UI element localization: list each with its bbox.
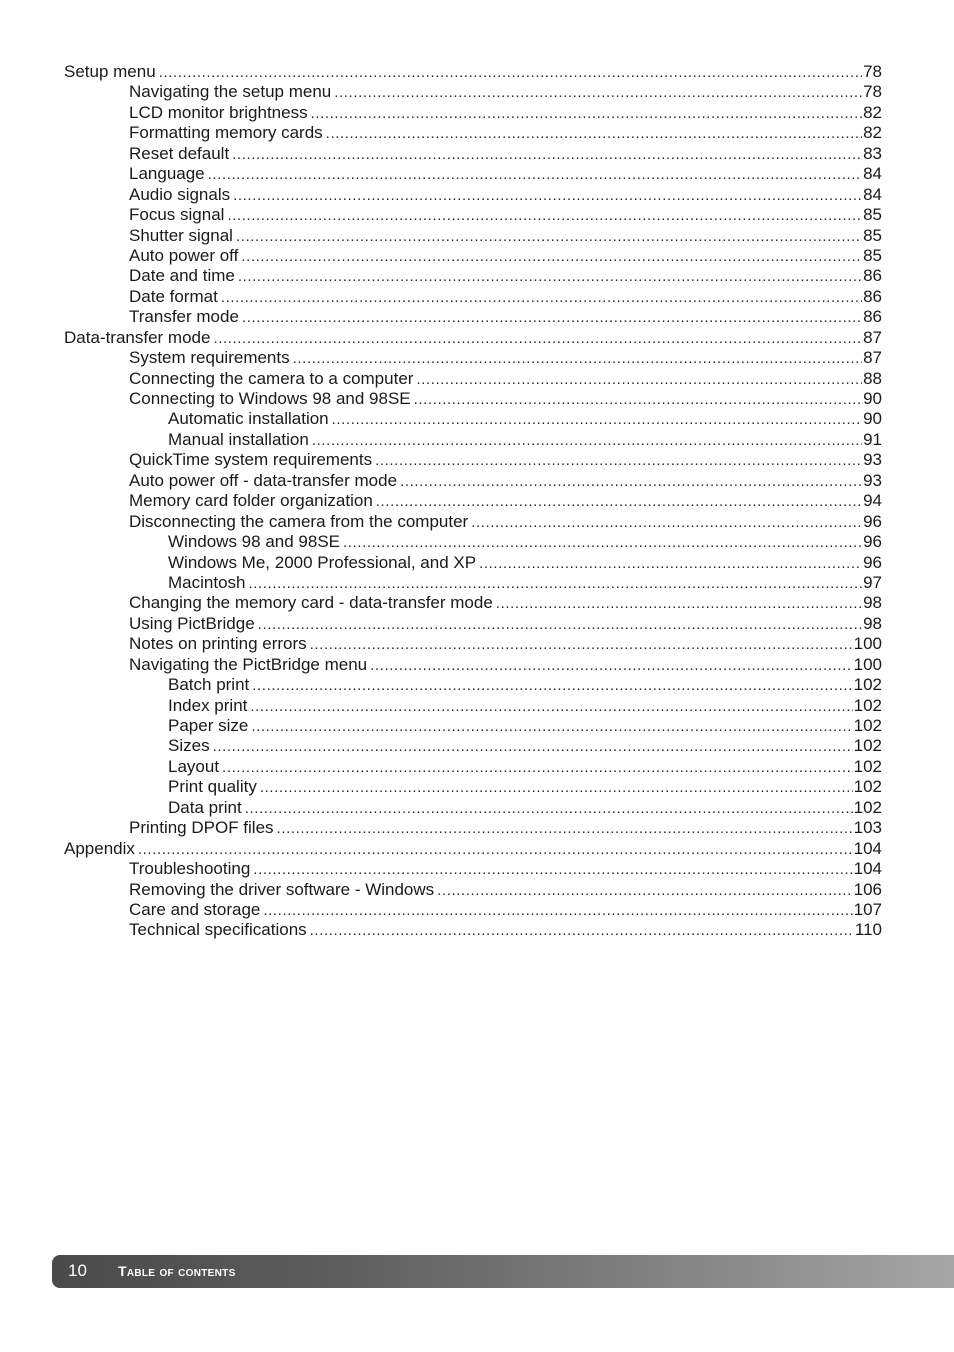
dot-leader: [375, 451, 862, 470]
toc-entry-title: Setup menu: [64, 62, 156, 81]
toc-entry-page: 90: [863, 409, 882, 429]
toc-entry[interactable]: [64, 839, 882, 859]
dot-leader: [332, 410, 862, 429]
toc-entry-page: 84: [863, 164, 882, 184]
toc-entry-title: Navigating the setup menu: [129, 82, 332, 102]
toc-entry-page: 85: [863, 245, 882, 265]
toc-entry[interactable]: [64, 185, 882, 205]
toc-entry-page: 88: [863, 368, 882, 388]
toc-entry-title: Using PictBridge: [129, 613, 255, 633]
toc-entry-page: 110: [854, 920, 882, 940]
toc-entry[interactable]: [64, 859, 882, 879]
dot-leader: [258, 615, 862, 634]
toc-entry-page: 87: [863, 348, 882, 368]
dot-leader: [376, 492, 862, 511]
toc-entry-page: 96: [863, 511, 882, 531]
toc-entry-title: Date and time: [129, 266, 235, 286]
toc-entry-page: 98: [863, 593, 882, 613]
dot-leader: [471, 513, 862, 532]
toc-entry-page: 85: [863, 225, 882, 245]
toc-entry-page: 102: [853, 797, 882, 817]
dot-leader: [293, 349, 862, 368]
toc-entry[interactable]: [64, 491, 882, 511]
toc-entry-page: 100: [853, 634, 882, 654]
toc-entry-title: Formatting memory cards: [129, 123, 323, 143]
toc-entry[interactable]: [64, 328, 882, 348]
toc-entry[interactable]: [64, 880, 882, 900]
toc-entry-title: LCD monitor brightness: [129, 102, 308, 122]
dot-leader: [250, 697, 852, 716]
toc-entry-page: 78: [863, 82, 882, 102]
toc-entry-page: 104: [853, 859, 882, 879]
toc-entry[interactable]: [64, 144, 882, 164]
toc-entry-page: 102: [853, 777, 882, 797]
toc-entry[interactable]: [64, 287, 882, 307]
toc-entry-page: 104: [853, 838, 882, 858]
toc-entry[interactable]: [64, 818, 882, 838]
dot-leader: [310, 921, 854, 940]
toc-entry-title: Print quality: [168, 777, 257, 797]
dot-leader: [248, 574, 862, 593]
toc-entry-title: Connecting the camera to a computer: [129, 368, 414, 388]
toc-entry[interactable]: [64, 389, 882, 409]
dot-leader: [252, 676, 852, 695]
toc-entry-title: Transfer mode: [129, 307, 239, 327]
toc-entry-page: 102: [853, 756, 882, 776]
dot-leader: [334, 83, 862, 102]
toc-entry-title: Changing the memory card - data-transfer mode: [129, 593, 493, 613]
toc-entry-page: 93: [863, 450, 882, 470]
toc-entry[interactable]: [64, 62, 882, 82]
dot-leader: [221, 288, 862, 307]
dot-leader: [213, 329, 862, 348]
toc-entry[interactable]: [64, 450, 882, 470]
toc-entry-page: 85: [863, 205, 882, 225]
dot-leader: [310, 635, 853, 654]
toc-entry-title: Auto power off: [129, 245, 239, 265]
toc-entry-title: QuickTime system requirements: [129, 450, 373, 470]
toc-entry[interactable]: [64, 634, 882, 654]
dot-leader: [277, 819, 853, 838]
dot-leader: [245, 799, 853, 818]
toc-entry[interactable]: [64, 777, 882, 797]
toc-entry-title: Appendix: [64, 838, 135, 858]
toc-entry[interactable]: [64, 716, 882, 736]
dot-leader: [263, 901, 852, 920]
toc-entry[interactable]: [64, 103, 882, 123]
page-number: 10: [68, 1261, 87, 1280]
toc-entry-title: Date format: [129, 286, 218, 306]
dot-leader: [159, 63, 862, 82]
dot-leader: [414, 390, 862, 409]
toc-entry-page: 90: [863, 389, 882, 408]
toc-entry-title: Windows 98 and 98SE: [168, 532, 340, 552]
dot-leader: [370, 656, 852, 675]
toc-entry[interactable]: [64, 307, 882, 327]
dot-leader: [138, 840, 853, 859]
toc-entry[interactable]: [64, 123, 882, 143]
toc-entry-page: 93: [863, 470, 882, 490]
dot-leader: [236, 227, 862, 246]
toc-entry-page: 100: [853, 654, 882, 674]
toc-entry-title: Macintosh: [168, 572, 246, 592]
toc-entry[interactable]: [64, 164, 882, 184]
toc-entry-title: Memory card folder organization: [129, 491, 373, 511]
dot-leader: [496, 594, 862, 613]
toc-entry-page: 103: [853, 818, 882, 838]
toc-entry[interactable]: [64, 614, 882, 634]
toc-entry[interactable]: [64, 226, 882, 246]
section-title: Table of contents: [118, 1263, 236, 1279]
toc-entry-title: Connecting to Windows 98 and 98SE: [129, 389, 411, 408]
toc-entry-page: 106: [853, 879, 882, 899]
footer-band: [52, 1255, 954, 1288]
toc-entry-title: Notes on printing errors: [129, 634, 307, 654]
dot-leader: [251, 717, 852, 736]
dot-leader: [238, 267, 862, 286]
toc-entry[interactable]: [64, 348, 882, 368]
toc-entry-title: Data print: [168, 797, 242, 817]
toc-entry[interactable]: [64, 798, 882, 818]
toc-entry-title: Printing DPOF files: [129, 818, 274, 838]
toc-entry-title: Auto power off - data-transfer mode: [129, 470, 398, 490]
toc-entry[interactable]: [64, 696, 882, 716]
dot-leader: [208, 165, 862, 184]
dot-leader: [260, 778, 853, 797]
toc-entry[interactable]: [64, 82, 882, 102]
dot-leader: [479, 554, 862, 573]
toc-entry-page: 78: [863, 62, 882, 81]
dot-leader: [312, 431, 862, 450]
toc-entry[interactable]: [64, 369, 882, 389]
toc-entry-page: 102: [853, 716, 882, 735]
toc-entry-page: 97: [863, 572, 882, 592]
dot-leader: [416, 370, 862, 389]
toc-entry-title: Windows Me, 2000 Professional, and XP: [168, 552, 477, 572]
toc-entry[interactable]: [64, 430, 882, 450]
toc-entry-page: 102: [853, 695, 882, 715]
toc-entry-title: Data-transfer mode: [64, 327, 211, 347]
toc-entry[interactable]: [64, 512, 882, 532]
toc-entry-page: 96: [863, 552, 882, 572]
toc-entry-title: Shutter signal: [129, 225, 233, 245]
toc-entry-title: Layout: [168, 756, 220, 776]
toc-entry-title: Language: [129, 164, 205, 184]
toc-entry-title: Focus signal: [129, 205, 225, 225]
toc-entry-page: 83: [863, 143, 882, 163]
toc-entry-page: 86: [863, 307, 882, 327]
toc-entry-title: Paper size: [168, 716, 249, 735]
dot-leader: [227, 206, 862, 225]
toc-entry-page: 82: [863, 123, 882, 143]
toc-entry-page: 98: [863, 613, 882, 633]
toc-entry[interactable]: [64, 471, 882, 491]
toc-entry-title: Troubleshooting: [129, 859, 251, 879]
toc-entry-page: 94: [863, 491, 882, 511]
toc-entry[interactable]: [64, 246, 882, 266]
toc-entry-page: 107: [853, 899, 882, 919]
toc-entry[interactable]: [64, 593, 882, 613]
dot-leader: [437, 881, 852, 900]
toc-entry-page: 91: [863, 429, 882, 449]
toc-entry-title: Disconnecting the camera from the computer: [129, 511, 469, 531]
dot-leader: [400, 472, 862, 491]
toc-entry[interactable]: [64, 757, 882, 777]
dot-leader: [253, 860, 852, 879]
toc-entry[interactable]: [64, 553, 882, 573]
dot-leader: [242, 308, 862, 327]
toc-entry[interactable]: [64, 532, 882, 552]
dot-leader: [222, 758, 853, 777]
toc-entry-page: 86: [863, 266, 882, 286]
toc-entry-title: Manual installation: [168, 429, 309, 449]
toc-entry-page: 86: [863, 286, 882, 306]
toc-entry[interactable]: [64, 266, 882, 286]
dot-leader: [326, 124, 862, 143]
toc-entry-title: Index print: [168, 695, 248, 715]
table-of-contents: [64, 62, 882, 941]
toc-entry-page: 84: [863, 184, 882, 204]
toc-entry-title: Reset default: [129, 143, 230, 163]
toc-entry-title: System requirements: [129, 348, 290, 368]
toc-entry-page: 82: [863, 102, 882, 122]
dot-leader: [233, 186, 862, 205]
toc-entry-title: Removing the driver software - Windows: [129, 879, 435, 899]
toc-entry-page: 96: [863, 532, 882, 552]
toc-entry-page: 102: [853, 736, 882, 756]
toc-entry[interactable]: [64, 205, 882, 225]
toc-entry-title: Batch print: [168, 675, 250, 695]
toc-entry[interactable]: [64, 675, 882, 695]
toc-entry-title: Automatic installation: [168, 409, 329, 429]
toc-entry-title: Care and storage: [129, 899, 261, 919]
dot-leader: [241, 247, 862, 266]
toc-entry-page: 102: [853, 675, 882, 695]
toc-entry[interactable]: [64, 655, 882, 675]
toc-entry-title: Audio signals: [129, 184, 231, 204]
toc-entry-title: Navigating the PictBridge menu: [129, 654, 368, 674]
toc-entry[interactable]: [64, 409, 882, 429]
dot-leader: [232, 145, 862, 164]
dot-leader: [343, 533, 862, 552]
toc-entry-page: 87: [863, 327, 882, 347]
toc-entry[interactable]: [64, 920, 882, 940]
toc-entry-title: Technical specifications: [129, 920, 307, 940]
toc-entry[interactable]: [64, 573, 882, 593]
toc-entry[interactable]: [64, 736, 882, 756]
toc-entry[interactable]: [64, 900, 882, 920]
toc-entry-title: Sizes: [168, 736, 210, 756]
dot-leader: [311, 104, 863, 123]
dot-leader: [213, 737, 853, 756]
